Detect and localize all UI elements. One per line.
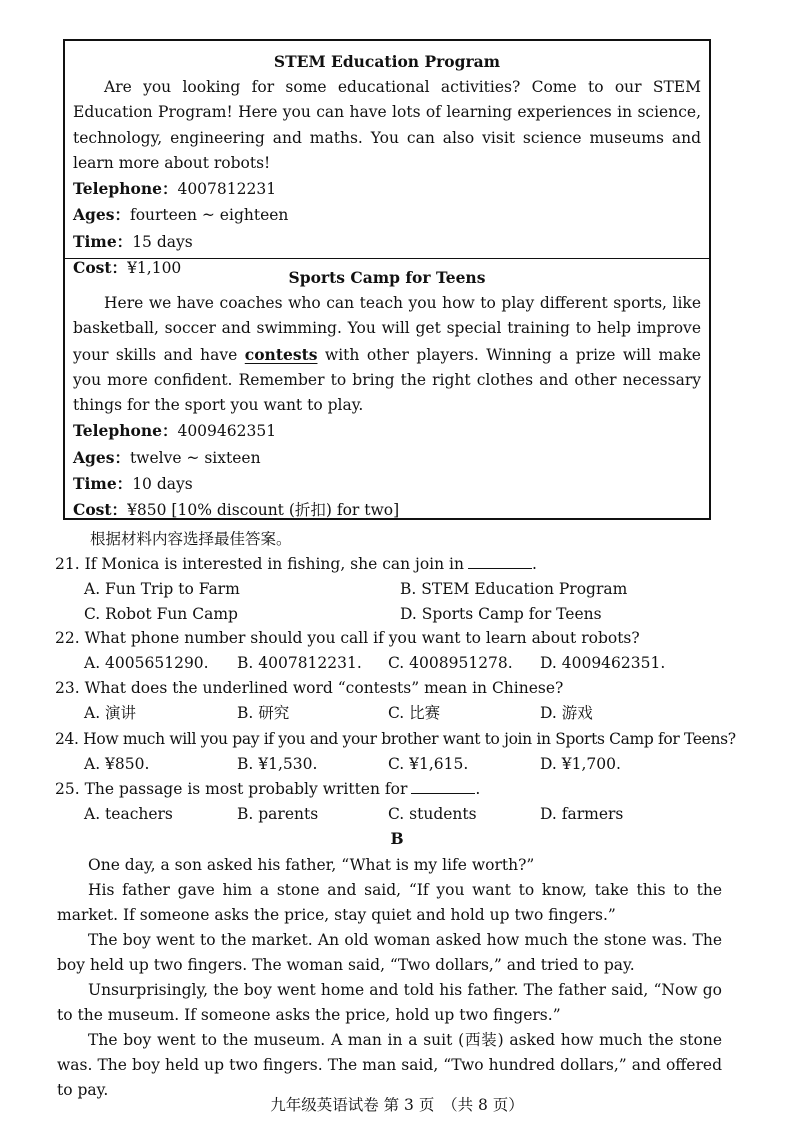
option-23-b: B. 研究 xyxy=(237,704,290,722)
stem-body: Are you looking for some educational activities? Come to our STEM Education Program! Here you can have lots of learning experiences in science, technology, engineering and maths. You can also visit science museums and learn more about robots! xyxy=(73,78,701,172)
option-23-d: D. 游戏 xyxy=(540,704,593,722)
stem-title: STEM Education Program xyxy=(273,52,501,71)
option-25-d: D. farmers xyxy=(540,805,624,823)
time-value: 10 days xyxy=(132,475,193,494)
question-end: . xyxy=(475,780,481,798)
option-21-b: B. STEM Education Program xyxy=(400,580,628,598)
option-21-d: D. Sports Camp for Teens xyxy=(400,605,602,623)
underlined-word: contests xyxy=(244,344,318,364)
stem-section xyxy=(73,50,701,281)
cost-value: ¥1,100 xyxy=(127,259,182,278)
option-24-d: D. ¥1,700. xyxy=(540,755,621,773)
sports-body xyxy=(73,291,701,418)
question-22: 22. What phone number should you call if you want to learn about robots? xyxy=(55,629,640,647)
story-paragraph: Unsurprisingly, the boy went home and told his father. The father said, “Now go to the museum. If someone asks the price, hold up two fingers.” xyxy=(57,981,722,1024)
question-24: 24. How much will you pay if you and your brother want to join in Sports Camp for Teens? xyxy=(55,730,736,748)
story-paragraph: The boy went to the market. An old woman asked how much the stone was. The boy held up two fingers. The woman said, “Two dollars,” and tried to pay. xyxy=(57,931,722,974)
option-23-c: C. 比赛 xyxy=(388,704,441,722)
programs-box xyxy=(63,39,711,520)
answer-blank xyxy=(468,554,532,569)
story-passage xyxy=(57,853,722,1103)
story-paragraph: One day, a son asked his father, “What is my life worth?” xyxy=(88,856,535,874)
sports-cost xyxy=(73,497,701,523)
sports-telephone xyxy=(73,418,701,444)
cost-label: Cost： xyxy=(73,258,128,278)
option-21-a: A. Fun Trip to Farm xyxy=(84,580,240,598)
option-22-c: C. 4008951278. xyxy=(388,654,513,672)
question-23: 23. What does the underlined word “contests” mean in Chinese? xyxy=(55,679,564,697)
ages-label: Ages： xyxy=(73,205,130,225)
question-stem: 25. The passage is most probably written for xyxy=(55,780,408,798)
option-23-a: A. 演讲 xyxy=(84,704,137,722)
telephone-label: Telephone： xyxy=(73,179,178,199)
option-25-c: C. students xyxy=(388,805,477,823)
sports-body-end: with other players. Winning a prize will make you more confident. Remember to bring the right clothes and other necessary things for the sport you want to play. xyxy=(73,345,701,415)
option-24-a: A. ¥850. xyxy=(84,755,150,773)
telephone-label: Telephone： xyxy=(73,421,178,441)
telephone-value: 4007812231 xyxy=(177,180,277,199)
option-22-a: A. 4005651290. xyxy=(84,654,209,672)
sports-time xyxy=(73,471,701,497)
cost-label: Cost： xyxy=(73,500,128,520)
sports-ages xyxy=(73,445,701,471)
box-divider xyxy=(65,258,709,259)
ages-label: Ages： xyxy=(73,447,130,467)
stem-telephone xyxy=(73,176,701,202)
page-footer: 九年级英语试卷 第 3 页 （共 8 页） xyxy=(270,1096,524,1114)
sports-title: Sports Camp for Teens xyxy=(288,268,486,287)
instruction: 根据材料内容选择最佳答案。 xyxy=(90,530,292,548)
option-22-d: D. 4009462351. xyxy=(540,654,666,672)
question-25 xyxy=(55,778,480,800)
time-value: 15 days xyxy=(132,232,193,251)
stem-time xyxy=(73,229,701,255)
story-paragraph: The boy went to the museum. A man in a suit (西装) asked how much the stone was. The boy held up two fingers. The man said, “Two hundred dollars,” and offered to pay. xyxy=(57,1031,722,1099)
question-21 xyxy=(55,553,537,575)
sports-body-start: Here we have coaches who can teach you how to play different sports, like basketball, soccer and swimming. You will get special training to help improve your skills and have xyxy=(73,294,701,364)
ages-value: fourteen ~ eighteen xyxy=(129,206,289,225)
question-stem: 21. If Monica is interested in fishing, she can join in xyxy=(55,555,464,573)
option-25-b: B. parents xyxy=(237,805,319,823)
option-24-b: B. ¥1,530. xyxy=(237,755,318,773)
telephone-value: 4009462351 xyxy=(177,422,277,441)
option-22-b: B. 4007812231. xyxy=(237,654,362,672)
question-end: . xyxy=(532,555,537,573)
sports-section xyxy=(73,266,701,524)
cost-value: ¥850 [10% discount (折扣) for two] xyxy=(127,501,400,520)
option-25-a: A. teachers xyxy=(84,805,173,823)
section-heading-b: B xyxy=(390,829,404,848)
story-paragraph: His father gave him a stone and said, “If you want to know, take this to the market. If someone asks the price, stay quiet and hold up two fingers.” xyxy=(57,881,722,924)
stem-ages xyxy=(73,202,701,228)
answer-blank xyxy=(411,779,475,794)
option-21-c: C. Robot Fun Camp xyxy=(84,605,238,623)
option-24-c: C. ¥1,615. xyxy=(388,755,469,773)
ages-value: twelve ~ sixteen xyxy=(129,448,261,467)
time-label: Time： xyxy=(73,474,133,494)
time-label: Time： xyxy=(73,231,133,251)
